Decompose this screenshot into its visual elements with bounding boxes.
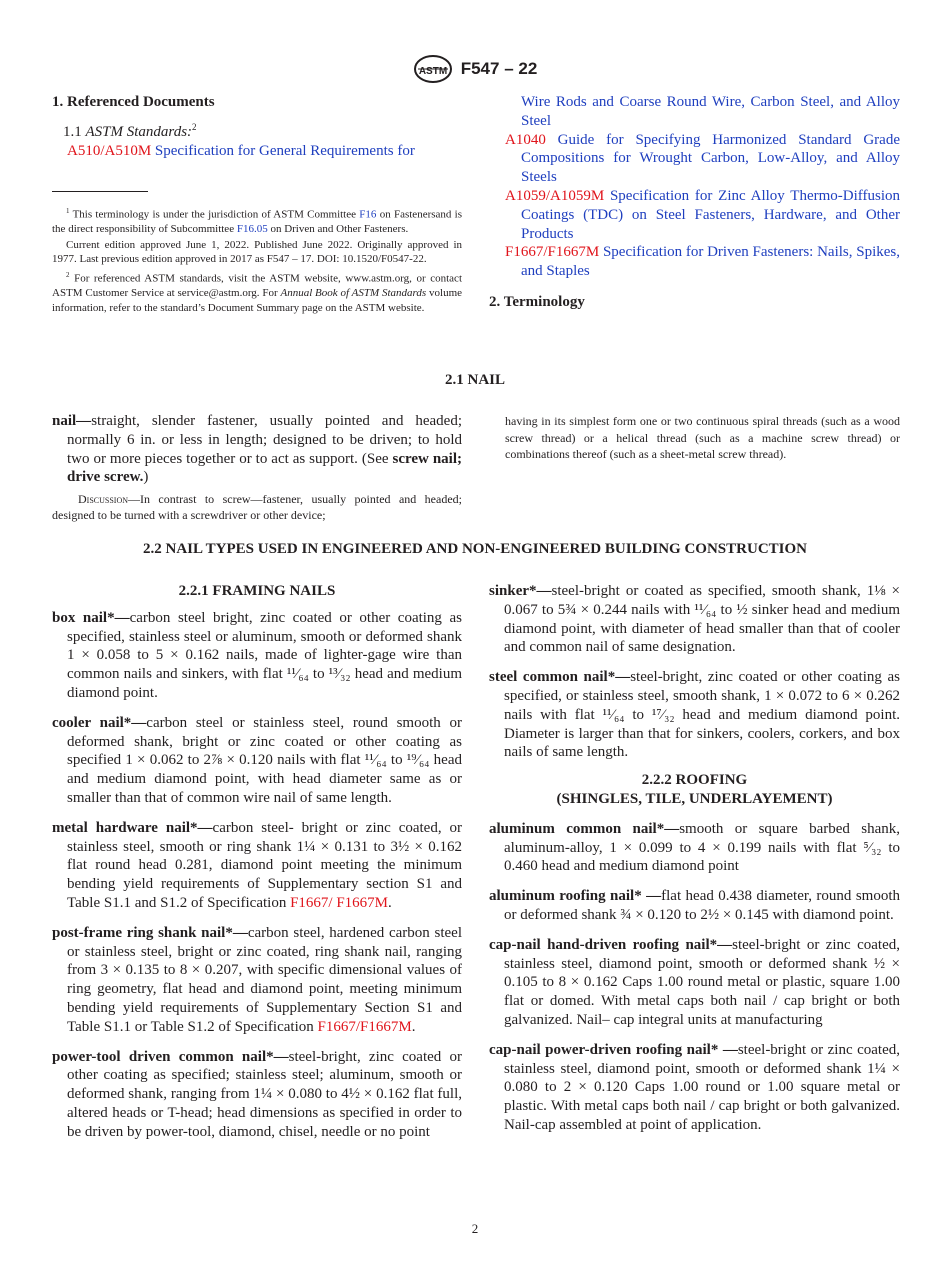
definition-sinker: sinker*—steel-bright or coated as specified, smooth shank, 1⅛ × 0.067 to 5¾ × 0.244 nails with ¹¹⁄₆₄ to ½ sinker head and medium diamond point, with diameter of head smaller than that of cooler and common nail of same designation.: [489, 583, 900, 656]
definition-aluminum-common-nail: aluminum common nail*—smooth or square barbed shank, aluminum-alloy, 1 × 0.099 to 4 × 0.199 nails with flat ⁵⁄₃₂ to 0.460 head and medium diamond point: [489, 820, 900, 875]
footnote-1: $^1$ This terminology is under the jurisdiction of ASTM Committee F16 on Fastenersand is the direct responsibility of Subcommittee F16.05 on Driven and Other Fasteners.: [52, 207, 463, 236]
section-referenced-documents: [52, 93, 462, 160]
ref-item-a1040[interactable]: [489, 131, 900, 187]
term: nail—: [52, 413, 92, 429]
definition-cap-nail-power-driven: cap-nail power-driven roofing nail* —steel-bright or zinc coated, stainless steel, diamond point, smooth or deformed shank 1¼ × 0.080 to 2 × 0.120 Caps 1.00 round or 1.00 square metal or plastic. With metal caps both nail / cap bright or both galvanized. Nail-cap assembled at point of application.: [489, 1041, 900, 1133]
definition-metal-hardware-nail: metal hardware nail*—carbon steel- bright or zinc coated, or stainless steel, smooth or ring shank 1¼ × 0.131 to 3½ × 0.162 flat round head 0.281, diamond point meeting the minimum bending yield requirements of Supplementary section S1 and Table S1.1 and S1.2 of Specification F1667/ F1667M.: [52, 819, 462, 911]
section-2-2-1-title: 2.2.1 FRAMING NAILS: [178, 583, 336, 599]
link-f16[interactable]: F16: [359, 208, 377, 221]
definition-post-frame-ring-shank-nail: post-frame ring shank nail*—carbon steel, hardened carbon steel or stainless steel, bright or zinc coated, ring shank nail, ranging from 3 × 0.135 to 8 × 0.207, with specific dimensional values of ring geometry, flat head and diamond point, meeting minimum bending yield requirements of Supplementary Section S1 and Table S1.1 or Table S1.2 of Specification F1667/F1667M.: [52, 924, 462, 1035]
document-designation: F547 – 22: [460, 59, 538, 78]
ref-title[interactable]: Specification for Zinc Alloy Thermo-Diffusion Coatings (TDC) on Steel Fasteners, Hardware, and Other Products: [521, 187, 901, 242]
section-2-2-title: 2.2 NAIL TYPES USED IN ENGINEERED AND NON-ENGINEERED BUILDING CONSTRUCTION: [142, 541, 807, 557]
framing-nails-column: [52, 582, 462, 1153]
ref-title[interactable]: Specification for Driven Fasteners: Nails, Spikes, and Staples: [521, 244, 901, 280]
ref-title[interactable]: Specification for General Requirements for: [154, 142, 415, 159]
footnote-edition: Current edition approved June 1, 2022. Published June 2022. Originally approved in 1977. Last previous edition approved in 2017 as F547 – 17. DOI: 10.1520/F0547-22.: [52, 238, 462, 266]
ref-code[interactable]: F1667/F1667M: [505, 244, 600, 261]
ref-item-a510-continued[interactable]: Wire Rods and Coarse Round Wire, Carbon Steel, and Alloy Steel: [521, 94, 900, 129]
ref-code[interactable]: A1059/A1059M: [505, 187, 605, 204]
footnote-ref-2: 2: [192, 121, 197, 132]
section-2-2-2-subtitle: (SHINGLES, TILE, UNDERLAYEMENT): [556, 790, 833, 807]
section-2-2-2-title: 2.2.2 ROOFING: [641, 772, 748, 789]
section-2-1-title: 2.1 NAIL: [444, 372, 505, 388]
ref-code[interactable]: A1040: [505, 131, 546, 148]
definition-box-nail: box nail*—carbon steel bright, zinc coated or other coating as specified, stainless steel or aluminum, smooth or deformed shank 1 × 0.058 to 5 × 0.162 nails, made of lighter-gage wire than common nails and sinkers, with flat ¹¹⁄₆₄ to ¹³⁄₃₂ head and medium diamond point.: [52, 609, 462, 701]
nail-definition: [52, 412, 462, 523]
section-1-heading: 1. Referenced Documents: [52, 94, 215, 110]
footnote-rule: [52, 191, 462, 192]
ref-item-a510[interactable]: [52, 142, 462, 161]
definition-cooler-nail: cooler nail*—carbon steel or stainless steel, round smooth or deformed shank, bright or zinc coated or other coating as specified 1 × 0.062 to 2⅞ × 0.120 nails with flat ¹¹⁄₆₄ to ¹⁹⁄₆₄ head and medium diamond point, with head diameter same as or smaller than that of common wire nail of same length.: [52, 714, 463, 806]
discussion-note: Discussion—In contrast to screw—fastener, usually pointed and headed; designed to be turned with a screwdriver or other device;: [52, 492, 462, 523]
footnote-2: $^2$ For referenced ASTM standards, visit the ASTM website, www.astm.org, or contact ASTM Customer Service at service@astm.org. For Annual Book of ASTM Standards volume information, refer to the standard’s Document Summary page on the ASTM website.: [52, 271, 463, 314]
ref-item-f1667[interactable]: [489, 243, 900, 281]
page-header: [0, 54, 950, 84]
section-2-heading: 2. Terminology: [489, 293, 585, 310]
ref-list-continued: [489, 93, 900, 312]
subsection-1-1-number: 1.1: [63, 123, 82, 140]
link-f1667[interactable]: F1667/ F1667M: [290, 894, 389, 911]
definition-power-tool-driven-common-nail: power-tool driven common nail*—steel-bright, zinc coated or other coating as specified; stainless steel; aluminum, smooth or deformed shank, ranging from 1¼ × 0.080 to 4½ × 0.162 flat full, altered heads or T-head; head dimensions as specified in order to be driven by power-tool, diamond, chisel, needle or no point: [52, 1048, 462, 1140]
definition-aluminum-roofing-nail: aluminum roofing nail* —flat head 0.438 diameter, round smooth or deformed shank ¾ × 0.120 to 2½ × 0.145 with diamond point.: [489, 888, 901, 923]
page-number: 2: [471, 1221, 479, 1236]
footnotes: [52, 204, 462, 316]
astm-logo-icon: [413, 54, 453, 84]
link-f1667[interactable]: F1667/F1667M: [317, 1018, 412, 1035]
link-f16-05[interactable]: F16.05: [236, 223, 268, 236]
ref-code[interactable]: A510/A510M: [67, 142, 152, 159]
definition-steel-common-nail: steel common nail*—steel-bright, zinc coated or other coating as specified, or stainless steel, smooth shank, 1 × 0.072 to 6 × 0.262 nails with flat ¹¹⁄₆₄ to ¹⁷⁄₃₂ head and medium diamond point. Diameter is larger than that for sinkers, coolers, corkers, and box nails of same length.: [489, 669, 900, 761]
definition-cap-nail-hand-driven: cap-nail hand-driven roofing nail*—steel-bright or zinc coated, stainless steel, diamond point, smooth or deformed shank ½ × 0.105 to 8 × 0.162 Caps 1.00 round metal or plastic, square 1.00 flat or domed. With metal caps both nail / cap bright or both galvanized. Nail– cap integral units at manufacturing: [489, 936, 900, 1028]
ref-item-a1059[interactable]: [489, 187, 900, 243]
subsection-1-1-title: ASTM Standards:: [85, 123, 193, 140]
framing-roofing-column: [489, 582, 900, 1146]
subsection-1-1: [52, 118, 462, 142]
definition-nail: nail—straight, slender fastener, usually pointed and headed; normally 6 in. or less in length; designed to be driven; to hold two or more pieces together or to act as support. (See screw nail; drive screw.): [52, 413, 463, 486]
ref-title[interactable]: Guide for Specifying Harmonized Standard Grade Compositions for Wrought Carbon, Low-Alloy, and Alloy Steels: [521, 131, 900, 186]
discussion-note-continued: having in its simplest form one or two continuous spiral threads (such as a wood screw thread) or a helical thread (such as a machine screw thread) or combinations thereof (such as a sheet-metal screw thread).: [505, 414, 900, 461]
astm-logo-text: ASTM: [418, 66, 447, 77]
